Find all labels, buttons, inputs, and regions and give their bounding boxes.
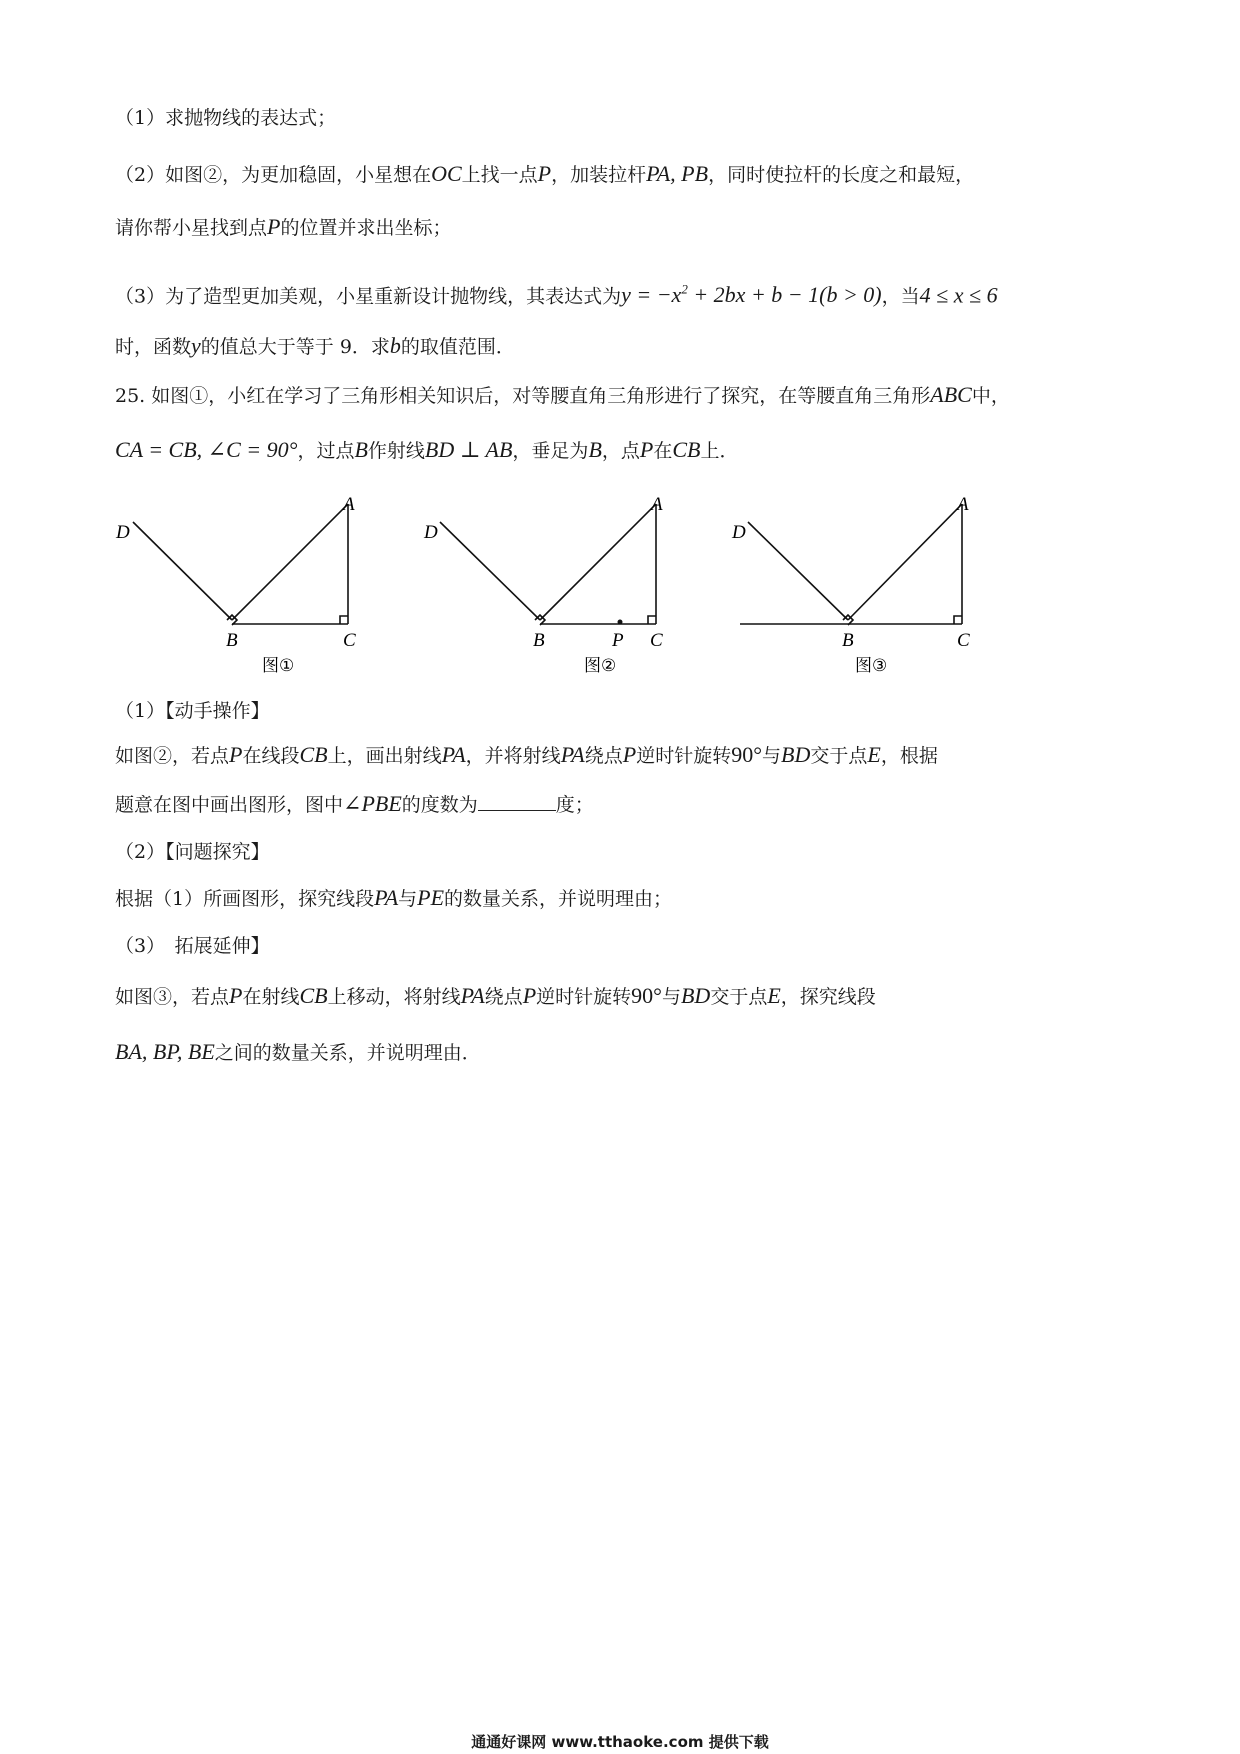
math-e: E [867,742,881,767]
exponent: 2 [681,282,688,297]
label-d: D [732,522,746,543]
expr-part: + 2bx + b − 1(b > 0) [687,282,882,308]
text: ，同时使拉杆的长度之和最短， [708,164,975,186]
math-pa: PA [560,742,585,767]
math-p: P [229,983,243,1008]
math-oc: OC [431,161,462,186]
text: 上，画出射线 [327,745,442,767]
text: 上． [700,440,739,462]
q25-s3-line2 [115,1038,481,1067]
figure-3 [0,480,1240,680]
math-bd: BD [781,742,811,767]
text: 作射线 [367,440,425,462]
q25-intro [115,381,1010,410]
math-p: P [522,983,537,1008]
math-90: 90° [731,742,763,767]
expr-part: y = −x [621,282,682,308]
text: 如图③，若点 [115,986,230,1008]
text: 的值总大于等于 9．求 [200,336,390,358]
label-d: D [424,522,438,543]
text: 的数量关系，并说明理由； [444,888,673,910]
text: ，加装拉杆 [551,164,647,186]
text: ，过点 [297,440,355,462]
text: ，点 [601,440,640,462]
math-cb: CB [299,742,328,767]
math-pa: PA [374,885,399,910]
text: ，并将射线 [465,745,561,767]
math-90: 90° [631,983,662,1008]
text: 如图②，若点 [115,745,230,767]
math-p: P [267,214,281,239]
figure-3-lines [740,504,962,625]
text: 之间的数量关系，并说明理由． [214,1042,481,1064]
math-y: y [191,333,201,358]
page-footer: 通通好课网 www.tthaoke.com 提供下载 [471,1733,769,1751]
text: 交于点 [710,986,768,1008]
math-pa: PA [460,983,485,1008]
math-e: E [767,983,781,1008]
text: 的度数为 [401,794,478,816]
math-b: B [354,437,368,462]
label-b: B [226,630,238,651]
math-bd-perp-ab: BD ⊥ AB [424,437,513,462]
math-bd: BD [680,983,711,1008]
math-expression [621,282,882,307]
q25-condition [115,436,739,465]
label-a: A [957,494,969,515]
text: （2）如图②，为更加稳固，小星想在 [115,164,432,186]
math-p: P [639,437,654,462]
q24-part2-line1 [115,160,974,189]
text: 上移动，将射线 [327,986,461,1008]
text: 时，函数 [115,336,192,358]
math-abc: ABC [930,382,972,407]
math-angle-pbe: ∠PBE [343,791,402,816]
math-b: B [588,437,602,462]
math-p: P [622,742,637,767]
math-pa: PA [441,742,466,767]
label-c: C [957,630,970,651]
math-range: 4 ≤ x ≤ 6 [919,282,998,308]
label-b: B [533,630,545,651]
q25-s1-line2 [115,790,594,819]
text: 根据（1）所画图形，探究线段 [115,888,375,910]
label-b: B [842,630,854,651]
text: 与 [762,745,782,767]
text: 绕点 [484,986,523,1008]
q24-part2-line2 [115,213,451,242]
q25-s1-line1 [115,741,938,770]
q25-s2-title: （2）【问题探究】 [115,841,270,863]
math-b: b [389,333,401,358]
label-p: P [612,630,624,651]
math-condition: CA = CB, ∠C = 90° [115,437,298,462]
figure-1-caption: 图① [262,656,295,676]
q25-s3-title: （3） 拓展延伸】 [115,935,270,957]
text: 逆时针旋转 [636,745,732,767]
math-p: P [229,742,243,767]
text: 25. 如图①，小红在学习了三角形相关知识后，对等腰直角三角形进行了探究，在等腰直角三角形 [115,385,931,407]
math-pa-pb: PA, PB [646,161,709,186]
text: 与 [398,888,418,910]
text: 请你帮小星找到点 [115,217,268,239]
text: （3）为了造型更加美观，小星重新设计抛物线，其表达式为 [115,285,622,308]
figure-3-caption: 图③ [855,656,888,676]
text: 逆时针旋转 [536,986,632,1008]
text: ，当 [881,285,920,308]
text: 在射线 [242,986,300,1008]
q25-s2-line [115,884,672,913]
label-c: C [343,630,356,651]
math-p: P [537,161,552,186]
math-cb: CB [299,983,328,1008]
label-a: A [651,494,663,515]
text: ，垂足为 [512,440,589,462]
text: 度； [555,794,594,816]
math-segments: BA, BP, BE [115,1039,215,1064]
text: ，探究线段 [780,986,876,1008]
figure-2-caption: 图② [584,656,617,676]
q24-part3-line2 [115,332,515,361]
text: 绕点 [584,745,623,767]
math-cb: CB [672,437,701,462]
label-a: A [343,494,355,515]
text: ，根据 [880,745,938,767]
q25-s3-line1 [115,982,876,1011]
q24-part1: （1）求抛物线的表达式； [115,107,337,129]
q25-s1-title: （1）【动手操作】 [115,700,270,722]
text: 与 [661,986,681,1008]
text: 交于点 [810,745,868,767]
label-c: C [650,630,663,651]
q24-part3-line1 [115,276,998,310]
text: 的取值范围． [400,336,515,358]
text: 在线段 [242,745,300,767]
text: 中， [971,385,1010,407]
answer-blank [478,792,556,811]
math-pe: PE [417,885,445,910]
text: 上找一点 [461,164,538,186]
text: 的位置并求出坐标； [280,217,452,239]
text: 题意在图中画出图形，图中 [115,794,344,816]
label-d: D [116,522,130,543]
text: 在 [653,440,673,462]
